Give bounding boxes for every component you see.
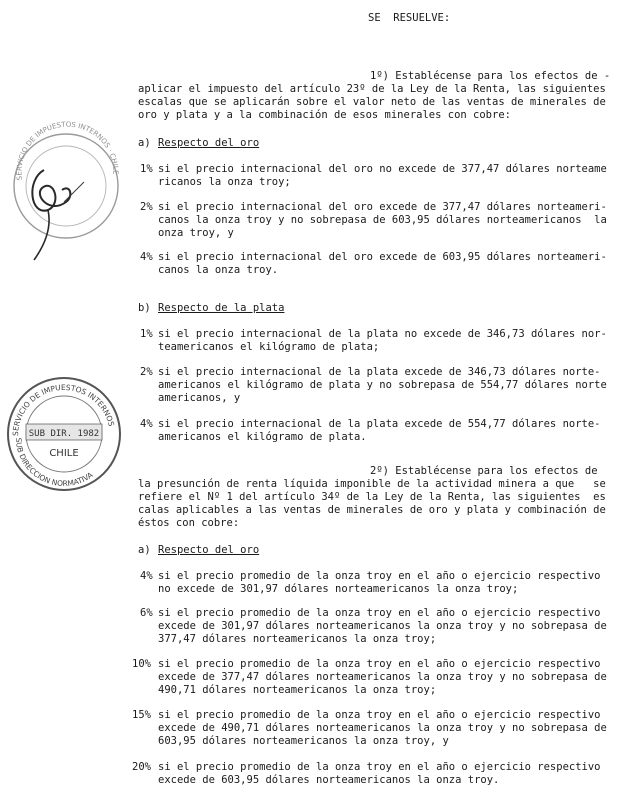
item-line: excede de 301,97 dólares norteamericanos la onza troy y no sobrepasa de (158, 620, 607, 632)
rate: 4% (140, 570, 153, 582)
stamp-2-bottom-text: SUB DIRECCION NORMATIVA (13, 437, 95, 489)
item-line: si el precio internacional del oro no excede de 377,47 dólares norteame (158, 163, 607, 175)
official-stamp (2, 374, 126, 492)
item-line: onza troy, y (158, 227, 234, 239)
article-2-line: la presunción de renta líquida imponible de la actividad minera a que se (138, 478, 606, 490)
item-line: 377,47 dólares norteamericanos la onza troy; (158, 633, 437, 645)
item-line: si el precio promedio de la onza troy en el año o ejercicio respectivo (158, 761, 601, 773)
rate: 2% (140, 201, 153, 213)
item-line: americanos el kilógramo de plata y no sobrepasa de 554,77 dólares norte (158, 379, 607, 391)
article-2-line: refiere el Nº 1 del artículo 34º de la Ley de la Renta, las siguientes es (138, 491, 606, 503)
item-line: si el precio promedio de la onza troy en el año o ejercicio respectivo (158, 658, 601, 670)
rate: 1% (140, 328, 153, 340)
item-line: excede de 603,95 dólares norteamericanos la onza troy. (158, 774, 500, 786)
stamp-1-ring-text: SERVICIO DE IMPUESTOS INTERNOS · CHILE (15, 120, 120, 181)
rate: 6% (140, 607, 153, 619)
rate: 20% (132, 761, 151, 773)
rate: 15% (132, 709, 151, 721)
item-line: canos la onza troy. (158, 264, 279, 276)
item-line: excede de 490,71 dólares norteamericanos la onza troy y no sobrepasa de (158, 722, 607, 734)
stamp-2-date: SUB DIR. 1982 (28, 429, 100, 439)
section-letter: a) (138, 544, 151, 556)
section-letter: a) (138, 137, 151, 149)
article-2-line: calas aplicables a las ventas de minerales de oro y plata y combinación de (138, 504, 606, 516)
item-line: si el precio internacional de la plata no excede de 346,73 dólares nor- (158, 328, 607, 340)
rate: 4% (140, 418, 153, 430)
section-title-plata: Respecto de la plata (158, 302, 285, 314)
article-1-line: escalas que se aplicarán sobre el valor neto de las ventas de minerales de (138, 96, 606, 108)
item-line: no excede de 301,97 dólares norteamericanos la onza troy; (158, 583, 519, 595)
item-line: si el precio promedio de la onza troy en el año o ejercicio respectivo (158, 709, 601, 721)
article-1-line: oro y plata y a la combinación de esos minerales con cobre: (138, 109, 511, 121)
item-line: si el precio internacional del oro excede de 603,95 dólares norteameri- (158, 251, 607, 263)
article-2-line: 2º) Establécense para los efectos de (370, 465, 598, 477)
rate: 1% (140, 163, 153, 175)
stamp-2-top-text: SERVICIO DE IMPUESTOS INTERNOS (10, 382, 116, 437)
item-line: americanos, y (158, 392, 241, 404)
rate: 2% (140, 366, 153, 378)
article-1-line: 1º) Establécense para los efectos de - (370, 70, 611, 82)
item-line: si el precio internacional de la plata excede de 554,77 dólares norte- (158, 418, 601, 430)
item-line: teamericanos el kilógramo de plata; (158, 341, 380, 353)
official-stamp-with-signature (4, 118, 124, 268)
item-line: si el precio internacional del oro excede de 377,47 dólares norteameri- (158, 201, 607, 213)
rate: 4% (140, 251, 153, 263)
article-2-line: éstos con cobre: (138, 517, 240, 529)
rate: 10% (132, 658, 151, 670)
item-line: 603,95 dólares norteamericanos la onza troy, y (158, 735, 449, 747)
item-line: canos la onza troy y no sobrepasa de 603,95 dólares norteamericanos la (158, 214, 607, 226)
section-title-oro: Respecto del oro (158, 137, 260, 149)
resolution-heading: SE RESUELVE: (368, 12, 451, 24)
section-letter: b) (138, 302, 151, 314)
item-line: si el precio promedio de la onza troy en el año o ejercicio respectivo (158, 570, 601, 582)
item-line: excede de 377,47 dólares norteamericanos la onza troy y no sobrepasa de (158, 671, 607, 683)
item-line: si el precio promedio de la onza troy en el año o ejercicio respectivo (158, 607, 601, 619)
item-line: 490,71 dólares norteamericanos la onza troy; (158, 684, 437, 696)
stamp-2-country: CHILE (49, 448, 79, 459)
section-title-oro: Respecto del oro (158, 544, 260, 556)
svg-text:SUB DIRECCION NORMATIVA (14, 438, 95, 488)
item-line: si el precio internacional de la plata excede de 346,73 dólares norte- (158, 366, 601, 378)
item-line: americanos el kilógramo de plata. (158, 431, 367, 443)
article-1-line: aplicar el impuesto del artículo 23º de la Ley de la Renta, las siguientes (138, 83, 606, 95)
item-line: ricanos la onza troy; (158, 176, 291, 188)
